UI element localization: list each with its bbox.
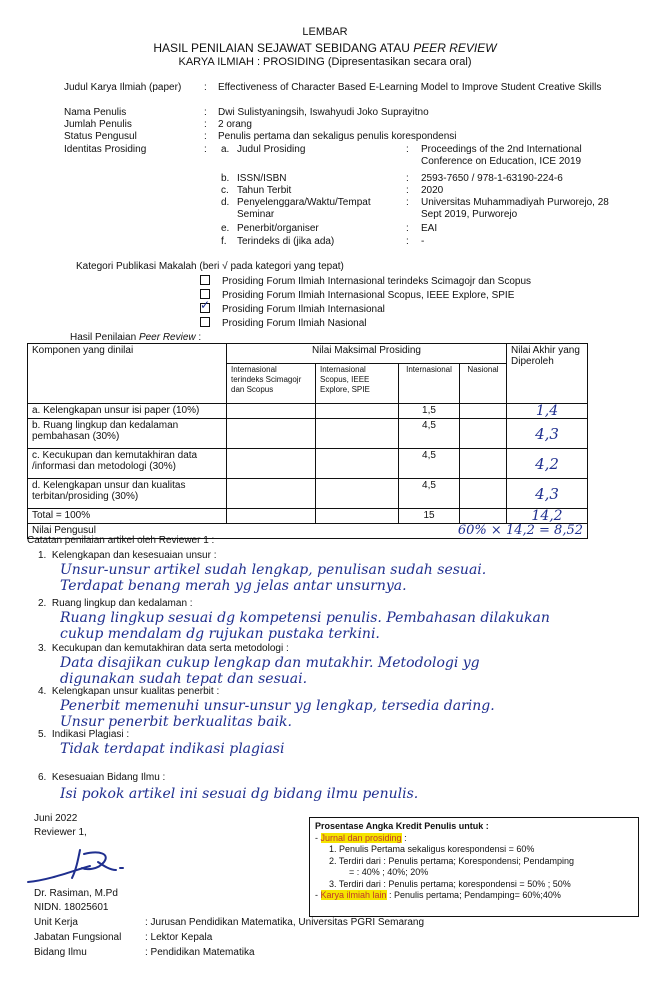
prosiding-letter: c.	[221, 185, 229, 196]
prosiding-value: Universitas Muhammadiyah Purworejo, 28 Sept 2019, Purworejo	[421, 197, 609, 220]
checkbox-icon[interactable]	[200, 317, 210, 327]
table-header-komponen: Komponen yang dinilai	[28, 344, 227, 404]
prosiding-value: -	[421, 236, 425, 247]
total-score: 14,2	[507, 509, 588, 524]
prosiding-value: 2593-7650 / 978-1-63190-224-6	[421, 173, 563, 184]
header-lembar: LEMBAR	[302, 26, 348, 38]
header-title	[0, 41, 650, 55]
kredit-jurnal: Jurnal dan prosiding	[320, 832, 402, 843]
row-max: 1,5	[399, 404, 460, 419]
prosiding-label: Terindeks di (jika ada)	[237, 236, 335, 247]
catatan-item	[38, 772, 165, 783]
catatan-item	[38, 643, 289, 654]
prosiding-letter: a.	[221, 144, 230, 155]
item-label: Kelengkapan dan kesesuaian unsur :	[51, 550, 217, 561]
kredit-jurnal-line: - Jurnal dan prosiding :	[315, 832, 407, 843]
hasil-title-em: Peer Review	[138, 332, 196, 343]
header-subtitle-paren: (Dipresentasikan secara oral)	[327, 56, 472, 68]
item-num: 6.	[38, 772, 47, 783]
empty-cell	[460, 419, 507, 449]
table-header-akhir: Nilai Akhir yang Diperoleh	[507, 344, 588, 404]
handwritten-note: Unsur penerbit berkualitas baik.	[60, 714, 292, 730]
kredit-line: 2. Terdiri dari : Penulis pertama; Korespondensi; Pendamping	[329, 855, 574, 866]
prosiding-value: Proceedings of the 2nd International Conference on Education, ICE 2019	[421, 144, 582, 167]
row-score: 4,2	[507, 449, 588, 479]
kredit-karya: Karya ilmiah lain	[320, 890, 387, 900]
row-label: a. Kelengkapan unsur isi paper (10%)	[28, 404, 227, 419]
handwritten-note: cukup mendalam dg rujukan pustaka terkini.	[60, 626, 380, 642]
handwritten-note: Terdapat benang merah yg jelas antar unsurnya.	[60, 578, 407, 594]
prosiding-letter: b.	[221, 173, 230, 184]
item-label: Kesesuaian Bidang Ilmu :	[51, 772, 166, 783]
hasil-title	[70, 332, 201, 343]
table-row	[28, 449, 588, 479]
total-label: Total = 100%	[28, 509, 227, 524]
row-score: 1,4	[507, 404, 588, 419]
colon: :	[406, 185, 409, 196]
pengusul-value: 60% × 14,2 = 8,52	[227, 524, 588, 539]
empty-cell	[460, 479, 507, 509]
empty-cell	[460, 509, 507, 524]
item-label: Kelengkapan unsur kualitas penerbit :	[51, 686, 220, 697]
handwritten-note: Isi pokok artikel ini sesuai dg bidang ilmu penulis.	[60, 786, 419, 802]
table-subheader: Nasional	[460, 364, 507, 404]
colon: :	[406, 223, 409, 234]
status-value: Penulis pertama dan sekaligus penulis korespondensi	[218, 131, 457, 142]
colon: :	[406, 144, 409, 155]
prosiding-label: Judul Prosiding	[237, 144, 306, 155]
row-score: 4,3	[507, 479, 588, 509]
kategori-option	[200, 304, 385, 315]
empty-cell	[227, 509, 316, 524]
handwritten-note: Unsur-unsur artikel sudah lengkap, penulisan sudah sesuai.	[60, 562, 487, 578]
kategori-option-label: Prosiding Forum Ilmiah Nasional	[222, 318, 367, 329]
prosiding-label: ISSN/ISBN	[237, 173, 287, 184]
table-row	[28, 419, 588, 449]
status-label: Status Pengusul	[64, 131, 137, 142]
bidang-value: : Pendidikan Matematika	[145, 947, 255, 958]
hasil-title-suffix: :	[195, 332, 202, 343]
kategori-option-label: Prosiding Forum Ilmiah Internasional terindeks Scimagojr dan Scopus	[222, 276, 532, 287]
catatan-item	[38, 729, 129, 740]
footer-reviewer: Reviewer 1,	[34, 827, 87, 838]
reviewer-name: Dr. Rasiman, M.Pd	[34, 888, 118, 899]
table-subheader: Internasional Scopus, IEEE Explore, SPIE	[316, 364, 399, 404]
row-label: d. Kelengkapan unsur dan kualitas terbitan/prosiding (30%)	[28, 479, 227, 509]
signature-icon	[20, 840, 130, 890]
empty-cell	[460, 404, 507, 419]
checkbox-icon[interactable]	[200, 275, 210, 285]
kredit-line: = : 40% ; 40%; 20%	[349, 867, 429, 877]
handwritten-note: Penerbit memenuhi unsur-unsur yg lengkap, tersedia daring.	[60, 698, 495, 714]
kredit-line: 1. Penulis Pertama sekaligus korespondensi = 60%	[329, 844, 535, 854]
empty-cell	[316, 509, 399, 524]
pengusul-label: Nilai Pengusul	[28, 524, 227, 539]
row-score: 4,3	[507, 419, 588, 449]
colon: :	[204, 144, 207, 155]
row-max: 4,5	[399, 419, 460, 449]
colon: :	[204, 107, 207, 118]
table-row	[28, 404, 588, 419]
row-label: b. Ruang lingkup dan kedalaman pembahasan (30%)	[28, 419, 227, 449]
empty-cell	[316, 419, 399, 449]
identitas-label: Identitas Prosiding	[64, 144, 147, 155]
jabatan-label: Jabatan Fungsional	[34, 932, 122, 943]
judul-label: Judul Karya Ilmiah (paper)	[64, 82, 182, 93]
item-label: Kecukupan dan kemutakhiran data serta metodologi :	[51, 643, 289, 654]
table-header-nilai-maks: Nilai Maksimal Prosiding	[227, 344, 507, 364]
header-subtitle	[0, 56, 650, 68]
kredit-box	[309, 817, 639, 917]
prosiding-letter: e.	[221, 223, 230, 234]
nama-value: Dwi Sulistyaningsih, Iswahyudi Joko Suprayitno	[218, 107, 429, 118]
kredit-karya-rest: : Penulis pertama; Pendamping= 60%;40%	[386, 890, 561, 900]
item-label: Ruang lingkup dan kedalaman :	[51, 598, 193, 609]
kategori-title: Kategori Publikasi Makalah (beri √ pada kategori yang tepat)	[76, 261, 344, 272]
kategori-option	[200, 318, 367, 329]
item-num: 3.	[38, 643, 47, 654]
score-table	[27, 343, 588, 539]
item-num: 2.	[38, 598, 47, 609]
hasil-title-text: Hasil Penilaian	[70, 332, 139, 343]
kategori-option-label: Prosiding Forum Ilmiah Internasional	[222, 304, 385, 315]
table-subheader: Internasional terindeks Scimagojr dan Scopus	[227, 364, 316, 404]
prosiding-label: Penyelenggara/Waktu/Tempat Seminar	[237, 197, 371, 220]
empty-cell	[227, 449, 316, 479]
colon: :	[204, 131, 207, 142]
reviewer-nidn: NIDN. 18025601	[34, 902, 109, 913]
kategori-option	[200, 276, 531, 287]
prosiding-label: Penerbit/organiser	[237, 223, 319, 234]
row-max: 4,5	[399, 479, 460, 509]
bidang-label: Bidang Ilmu	[34, 947, 87, 958]
empty-cell	[460, 449, 507, 479]
handwritten-note: Ruang lingkup sesuai dg kompetensi penulis. Pembahasan dilakukan	[60, 610, 550, 626]
header-subtitle-text: KARYA ILMIAH : PROSIDING	[178, 56, 328, 68]
kategori-option-label: Prosiding Forum Ilmiah Internasional Scopus, IEEE Explore, SPIE	[222, 290, 515, 301]
judul-value: Effectiveness of Character Based E-Learning Model to Improve Student Creative Skills	[218, 82, 602, 93]
footer-date: Juni 2022	[34, 813, 78, 824]
unit-value: : Jurusan Pendidikan Matematika, Universitas PGRI Semarang	[145, 917, 425, 928]
kategori-option	[200, 290, 514, 301]
handwritten-note: Tidak terdapat indikasi plagiasi	[60, 741, 285, 757]
jumlah-label: Jumlah Penulis	[64, 119, 132, 130]
colon: :	[406, 197, 409, 208]
empty-cell	[227, 419, 316, 449]
prosiding-letter: f.	[221, 236, 227, 247]
prosiding-value: EAI	[421, 223, 438, 234]
catatan-item	[38, 686, 219, 697]
catatan-title: Catatan penilaian artikel oleh Reviewer 1 :	[27, 535, 215, 546]
prosiding-label: Tahun Terbit	[237, 185, 292, 196]
jabatan-value: : Lektor Kepala	[145, 932, 213, 943]
colon: :	[204, 82, 207, 93]
table-subheader: Internasional	[399, 364, 460, 404]
colon: :	[406, 236, 409, 247]
unit-label: Unit Kerja	[34, 917, 78, 928]
total-max: 15	[399, 509, 460, 524]
row-max: 4,5	[399, 449, 460, 479]
kredit-title: Prosentase Angka Kredit Penulis untuk :	[315, 821, 489, 831]
checkbox-checked-icon[interactable]	[200, 303, 210, 313]
header-title-em: PEER REVIEW	[413, 41, 497, 55]
nama-label: Nama Penulis	[64, 107, 127, 118]
table-row-total	[28, 509, 588, 524]
empty-cell	[316, 479, 399, 509]
prosiding-letter: d.	[221, 197, 230, 208]
handwritten-note: digunakan sudah tepat dan sesuai.	[60, 671, 308, 687]
item-label: Indikasi Plagiasi :	[51, 729, 130, 740]
jumlah-value: 2 orang	[218, 119, 252, 130]
handwritten-note: Data disajikan cukup lengkap dan mutakhir. Metodologi yg	[60, 655, 480, 671]
colon: :	[406, 173, 409, 184]
catatan-item	[38, 550, 216, 561]
empty-cell	[227, 404, 316, 419]
item-num: 1.	[38, 550, 47, 561]
row-label: c. Kecukupan dan kemutakhiran data /informasi dan metodologi (30%)	[28, 449, 227, 479]
colon: :	[204, 119, 207, 130]
kredit-line: 3. Terdiri dari : Penulis pertama; korespondensi = 50% ; 50%	[329, 878, 571, 889]
table-row	[28, 479, 588, 509]
empty-cell	[227, 479, 316, 509]
prosiding-value: 2020	[421, 185, 444, 196]
kredit-karya-line: - Karya ilmiah lain : Penulis pertama; Pendamping= 60%;40%	[315, 890, 561, 900]
empty-cell	[316, 404, 399, 419]
item-num: 5.	[38, 729, 47, 740]
item-num: 4.	[38, 686, 47, 697]
header-title-text: HASIL PENILAIAN SEJAWAT SEBIDANG ATAU	[153, 41, 414, 55]
empty-cell	[316, 449, 399, 479]
catatan-item	[38, 598, 193, 609]
